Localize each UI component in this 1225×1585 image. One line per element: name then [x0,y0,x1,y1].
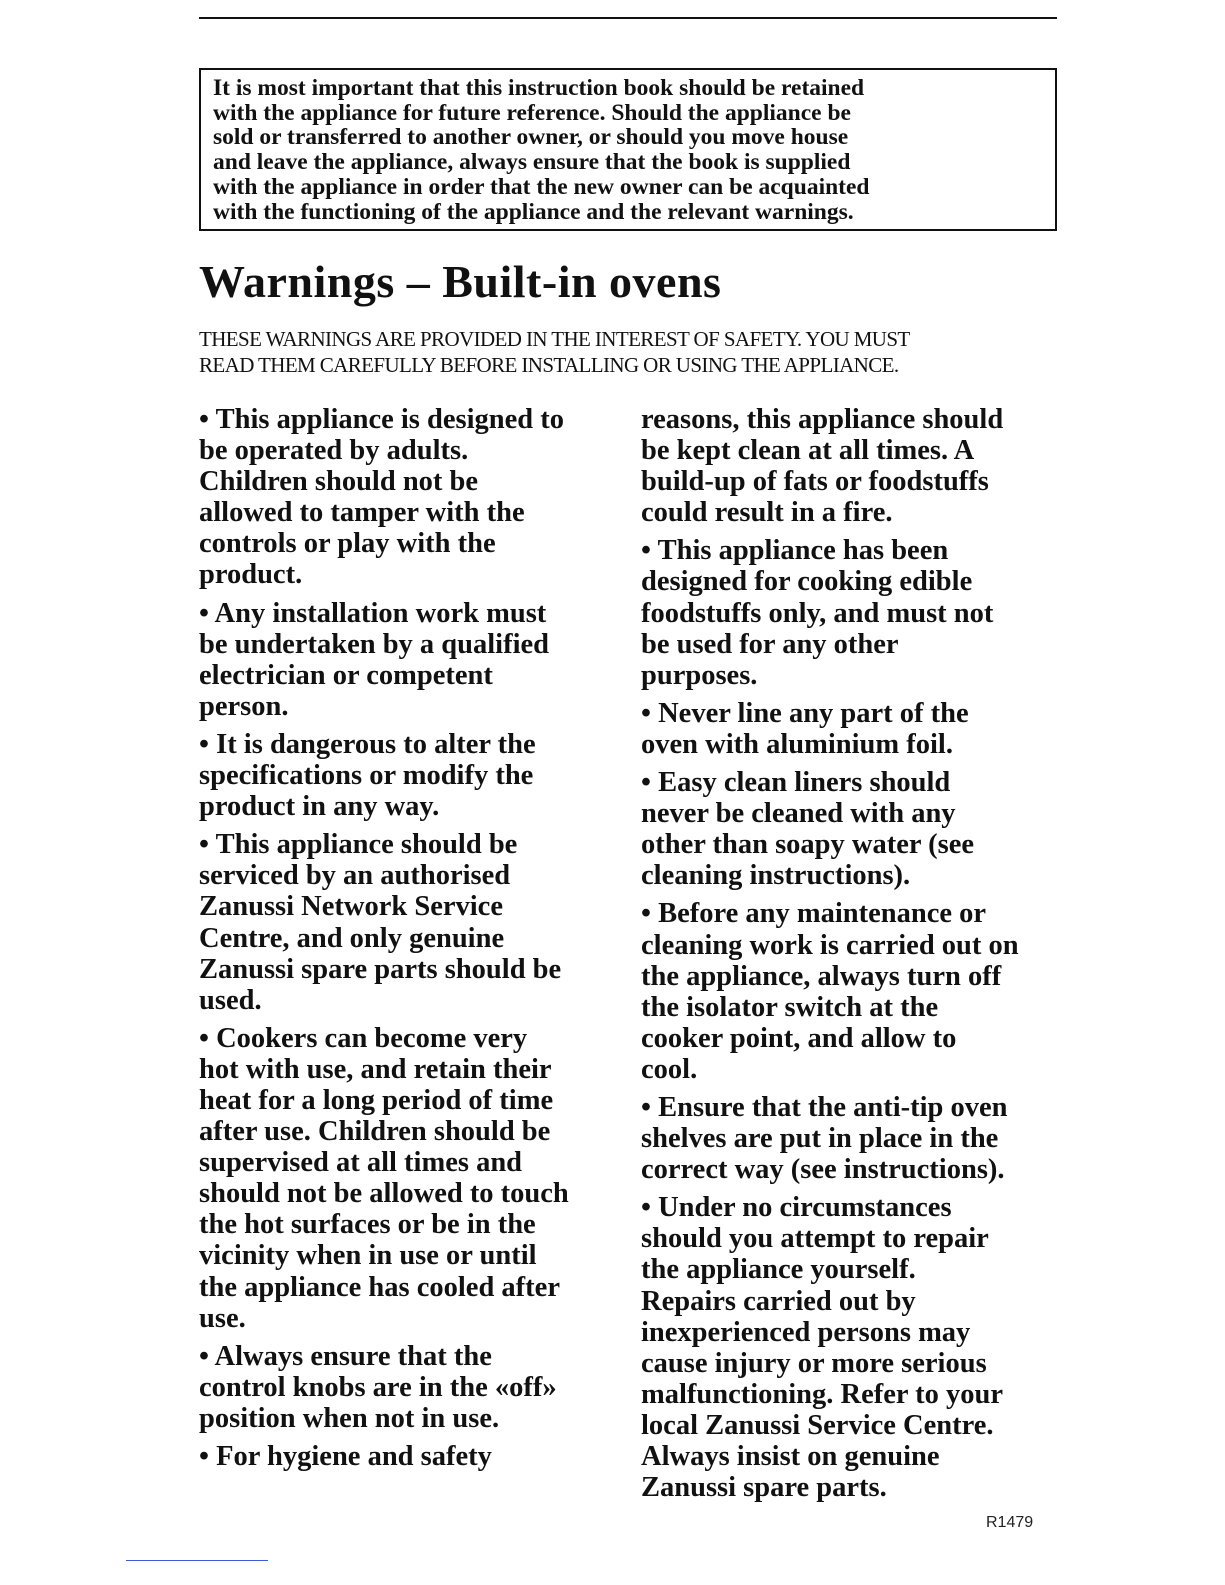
warning-line: person. [199,690,289,722]
warning-line: purposes. [641,659,758,691]
top-rule [199,17,1057,19]
warning-line: malfunctioning. Refer to your [641,1378,1004,1410]
warning-line: the hot surfaces or be in the [199,1209,536,1241]
warning-line: Centre, and only genuine [199,922,505,954]
bottom-underline [126,1560,268,1561]
warning-line: cleaning instructions). [641,860,911,892]
warning-line: • This appliance should be [199,829,518,861]
warning-line: Zanussi Network Service [199,891,503,923]
warning-paragraph [641,698,1071,760]
warning-line: hot with use, and retain their [199,1053,552,1085]
warning-line: product. [199,559,303,591]
warning-line: electrician or competent [199,659,493,691]
left-column [199,404,619,1472]
warning-line: the isolator switch at the [641,991,939,1023]
warning-line: • Ensure that the anti-tip oven [641,1091,1008,1123]
warning-line: Always insist on genuine [641,1441,940,1472]
warning-line: • Before any maintenance or [641,898,987,930]
warning-paragraph [199,1023,619,1334]
warning-line: foodstuffs only, and must not [641,597,994,629]
page-title: Warnings – Built-in ovens [199,256,722,307]
warning-line: shelves are put in place in the [641,1123,999,1155]
notice-line: with the appliance in order that the new owner can be acquainted [213,173,870,200]
notice-line: with the appliance for future reference. Should the appliance be [213,99,851,126]
warning-paragraph [199,1341,619,1434]
warning-line: Zanussi spare parts should be [199,953,562,985]
warning-line: • Under no circumstances [641,1192,952,1224]
warning-paragraph [199,404,619,591]
subtitle-line-1: THESE WARNINGS ARE PROVIDED IN THE INTEREST OF SAFETY. YOU MUST [199,327,910,351]
notice-line: sold or transferred to another owner, or should you move house [213,124,849,151]
warning-paragraph [641,767,1071,891]
warning-line: use. [199,1302,246,1334]
warning-line: be used for any other [641,628,899,660]
warning-line: cause injury or more serious [641,1347,987,1379]
safety-subtitle [199,326,910,378]
warning-line: the appliance yourself. [641,1254,916,1286]
warning-paragraph [641,404,1071,528]
warning-line: product in any way. [199,791,440,823]
warning-line: other than soapy water (see [641,829,974,861]
warning-paragraph [199,1441,619,1472]
warning-line: • For hygiene and safety [199,1441,492,1472]
warning-line: • It is dangerous to alter the [199,728,536,760]
warning-paragraph [641,1192,1071,1503]
warning-paragraph [199,729,619,822]
warning-line: • Any installation work must [199,597,547,629]
warning-paragraph [199,598,619,722]
warning-line: Zanussi spare parts. [641,1472,887,1504]
warning-paragraph [199,829,619,1016]
warning-paragraph [641,535,1071,690]
warning-line: oven with aluminium foil. [641,728,953,760]
warning-paragraph [641,898,1071,1085]
warning-line: should not be allowed to touch [199,1178,569,1210]
warning-line: build-up of fats or foodstuffs [641,466,989,498]
notice-line: and leave the appliance, always ensure that the book is supplied [213,149,851,176]
warning-line: inexperienced persons may [641,1316,971,1348]
warning-line: controls or play with the [199,528,496,560]
warning-line: be undertaken by a qualified [199,628,549,660]
warning-line: cleaning work is carried out on [641,929,1019,961]
warning-line: • This appliance is designed to [199,404,565,435]
warning-paragraph [641,1092,1071,1185]
warning-line: • This appliance has been [641,535,949,567]
warning-line: should you attempt to repair [641,1223,989,1255]
warning-line: after use. Children should be [199,1116,551,1148]
page-code: R1479 [986,1514,1034,1531]
warning-line: Children should not be [199,466,479,498]
notice-box [199,68,1057,231]
notice-line: with the functioning of the appliance and the relevant warnings. [213,198,854,225]
warning-line: control knobs are in the «off» [199,1371,557,1403]
warning-line: reasons, this appliance should [641,404,1004,435]
warning-line: be operated by adults. [199,435,469,467]
warning-line: never be cleaned with any [641,798,956,830]
subtitle-line-2: READ THEM CAREFULLY BEFORE INSTALLING OR USING THE APPLIANCE. [199,353,899,377]
warning-line: designed for cooking edible [641,566,973,598]
warning-line: cooker point, and allow to [641,1022,957,1054]
warning-line: vicinity when in use or until [199,1240,537,1272]
warning-line: • Always ensure that the [199,1340,492,1372]
warning-line: could result in a fire. [641,497,893,529]
warning-line: local Zanussi Service Centre. [641,1409,994,1441]
warning-line: • Easy clean liners should [641,767,951,799]
warning-line: heat for a long period of time [199,1084,554,1116]
warning-line: cool. [641,1053,698,1085]
notice-line: It is most important that this instruction book should be retained [213,75,865,101]
warning-line: correct way (see instructions). [641,1154,1005,1186]
warning-line: position when not in use. [199,1402,500,1434]
warning-line: the appliance has cooled after [199,1271,560,1303]
warning-line: serviced by an authorised [199,860,511,892]
warning-line: specifications or modify the [199,760,534,792]
warning-line: supervised at all times and [199,1147,523,1179]
warning-line: Repairs carried out by [641,1285,916,1317]
warning-line: be kept clean at all times. A [641,435,975,467]
right-column [641,404,1071,1503]
warning-line: allowed to tamper with the [199,497,525,529]
warning-line: the appliance, always turn off [641,960,1002,992]
warning-line: • Cookers can become very [199,1022,528,1054]
warning-line: • Never line any part of the [641,697,969,729]
warning-line: used. [199,984,262,1016]
